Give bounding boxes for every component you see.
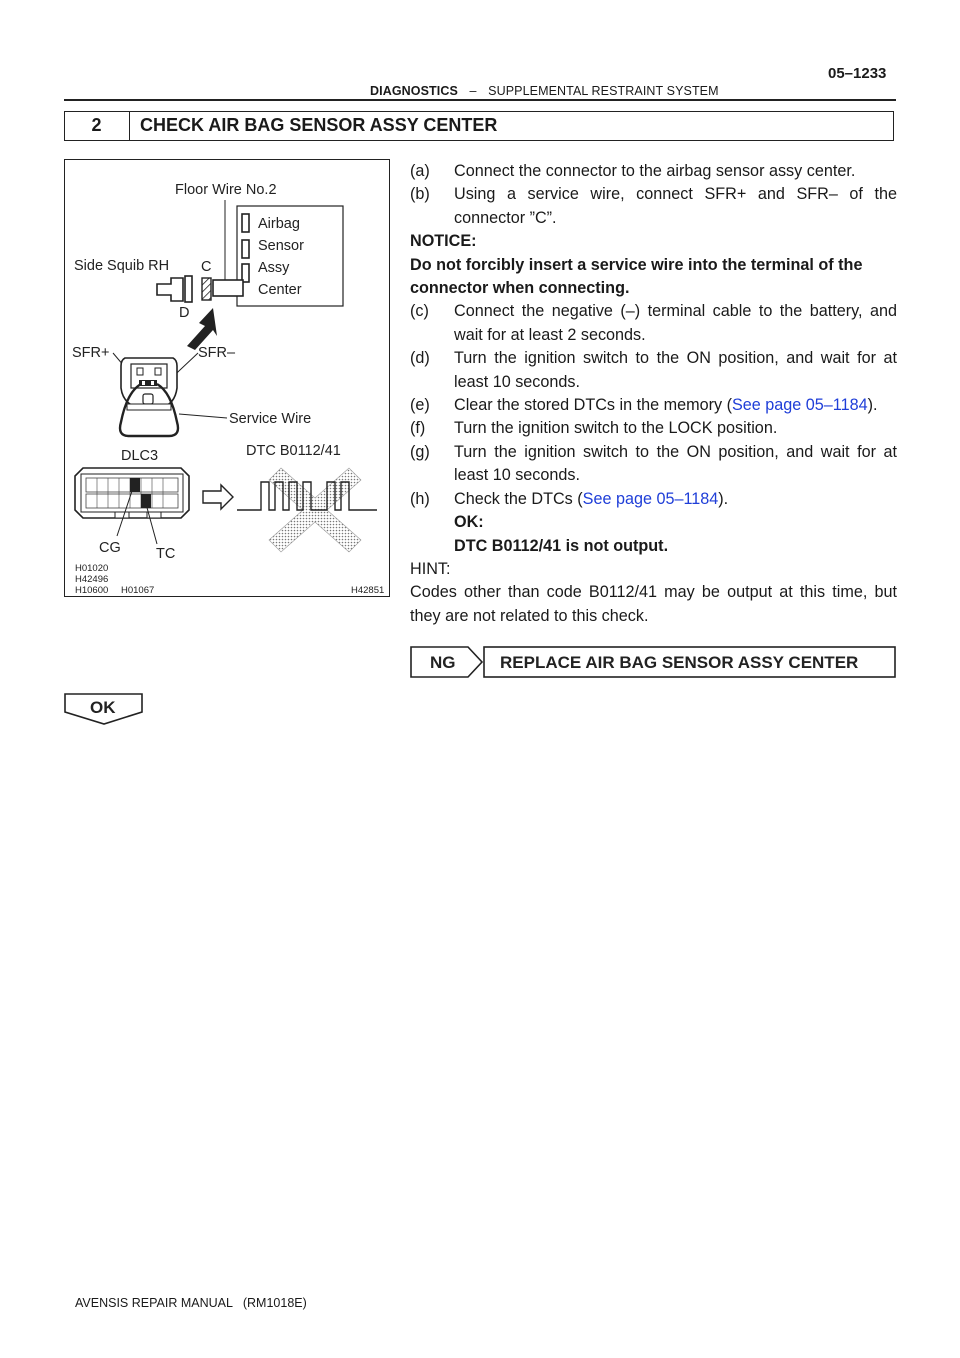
service-wire-leader	[179, 414, 227, 418]
section-separator: –	[469, 84, 477, 98]
notice-label: NOTICE:	[410, 232, 477, 251]
step-a-label: (a)	[410, 162, 430, 180]
step-h-text	[454, 488, 897, 511]
sensor-terminal	[242, 240, 249, 258]
figure-code-left-3: H10600	[75, 585, 109, 596]
notice-text: Do not forcibly insert a service wire into the terminal of the connector when connecting.	[410, 255, 863, 298]
wiring-diagram	[65, 160, 391, 598]
step-b-text: Using a service wire, connect SFR+ and SFR– of the connector ”C”.	[454, 185, 897, 227]
step-title: CHECK AIR BAG SENSOR ASSY CENTER	[140, 115, 498, 135]
direction-arrow	[187, 308, 217, 350]
step-a	[410, 160, 897, 183]
ng-result-graphic	[410, 646, 896, 678]
step-g	[410, 441, 897, 488]
procedure-text	[410, 160, 897, 628]
step-number: 2	[64, 111, 130, 141]
ok-condition-detail	[410, 535, 897, 558]
dlc3-connector	[75, 468, 189, 518]
connector-c-hatched	[202, 278, 211, 300]
header-rule	[64, 99, 896, 101]
figure-code-left-2: H42496	[75, 574, 109, 585]
step-h-label: (h)	[410, 489, 430, 508]
figure-code-mid: H01067	[121, 585, 155, 596]
ok-condition-text: DTC B0112/41 is not output.	[454, 536, 669, 555]
sfr-plus-label: SFR+	[72, 345, 110, 361]
footer-text: AVENSIS REPAIR MANUAL (RM1018E)	[75, 1296, 307, 1310]
step-c-label: (c)	[410, 302, 429, 321]
step-d-label: (d)	[410, 349, 430, 368]
connector-c-label: C	[201, 259, 212, 275]
step-f-label: (f)	[410, 419, 426, 438]
dlc3-label: DLC3	[121, 448, 159, 464]
figure-code-right: H42851	[351, 585, 385, 596]
dtc-waveform-crossed	[237, 468, 377, 552]
airbag-label-line1: Airbag	[258, 216, 300, 232]
dtc-label: DTC B0112/41	[246, 443, 341, 459]
step-e-text	[454, 394, 897, 417]
airbag-label-line4: Center	[258, 282, 302, 298]
sensor-terminal	[242, 214, 249, 232]
section-name: DIAGNOSTICS	[370, 84, 458, 98]
step-b-label: (b)	[410, 185, 430, 204]
side-squib-label: Side Squib RH	[74, 258, 170, 274]
step-e	[410, 394, 897, 417]
subsection-name: SUPPLEMENTAL RESTRAINT SYSTEM	[488, 84, 719, 98]
ng-action: REPLACE AIR BAG SENSOR ASSY CENTER	[500, 653, 859, 672]
side-squib-connector	[157, 278, 183, 301]
sfr-minus-label: SFR–	[198, 345, 236, 361]
page-number: 05–1233	[828, 65, 887, 82]
connector-front-view	[121, 358, 177, 410]
hint-label: HINT:	[410, 559, 451, 578]
ng-tag: NG	[430, 653, 456, 672]
ok-result-graphic	[64, 693, 144, 725]
service-wire-label: Service Wire	[229, 411, 312, 427]
step-d-text: Turn the ignition switch to the ON position, and wait for at least 10 seconds.	[454, 349, 897, 391]
ok-condition	[410, 511, 897, 534]
cg-label: CG	[99, 540, 121, 556]
step-g-text: Turn the ignition switch to the ON position, and wait for at least 10 seconds.	[454, 442, 897, 485]
ok-result	[64, 693, 144, 725]
ng-result	[410, 646, 896, 678]
step-h-page-link[interactable]: See page 05–1184	[582, 489, 719, 508]
step-b	[410, 183, 897, 230]
section-title	[370, 84, 719, 98]
step-e-text-before: Clear the stored DTCs in the memory (	[454, 396, 732, 415]
hollow-arrow	[203, 485, 233, 509]
floor-wire-label: Floor Wire No.2	[175, 182, 277, 198]
connector-c-body	[213, 280, 243, 296]
ok-tag: OK	[90, 698, 116, 717]
step-e-page-link[interactable]: See page 05–1184	[731, 396, 868, 415]
step-f	[410, 417, 897, 440]
figure-code-left-1: H01020	[75, 563, 109, 574]
airbag-label-line2: Sensor	[258, 238, 304, 254]
tc-label: TC	[156, 546, 176, 562]
step-h-text-before: Check the DTCs (	[454, 489, 583, 508]
step-c	[410, 300, 897, 347]
step-e-label: (e)	[410, 396, 430, 415]
step-e-text-after: ).	[867, 396, 878, 415]
step-g-label: (g)	[410, 442, 430, 461]
step-a-text: Connect the connector to the airbag sensor assy center.	[454, 162, 856, 180]
hint-text: Codes other than code B0112/41 may be output at this time, but they are not related to this check.	[410, 583, 897, 625]
connector-d-label: D	[179, 305, 190, 321]
step-h	[410, 488, 897, 511]
step-c-text: Connect the negative (–) terminal cable to the battery, and wait for at least 2 seconds.	[454, 302, 897, 344]
step-f-text: Turn the ignition switch to the LOCK position.	[454, 419, 778, 438]
step-d	[410, 347, 897, 394]
step-h-text-after: ).	[718, 489, 729, 508]
side-squib-terminal	[185, 276, 192, 302]
ok-condition-label: OK:	[454, 513, 484, 532]
diagram-figure	[64, 159, 390, 597]
airbag-label-line3: Assy	[258, 260, 290, 276]
